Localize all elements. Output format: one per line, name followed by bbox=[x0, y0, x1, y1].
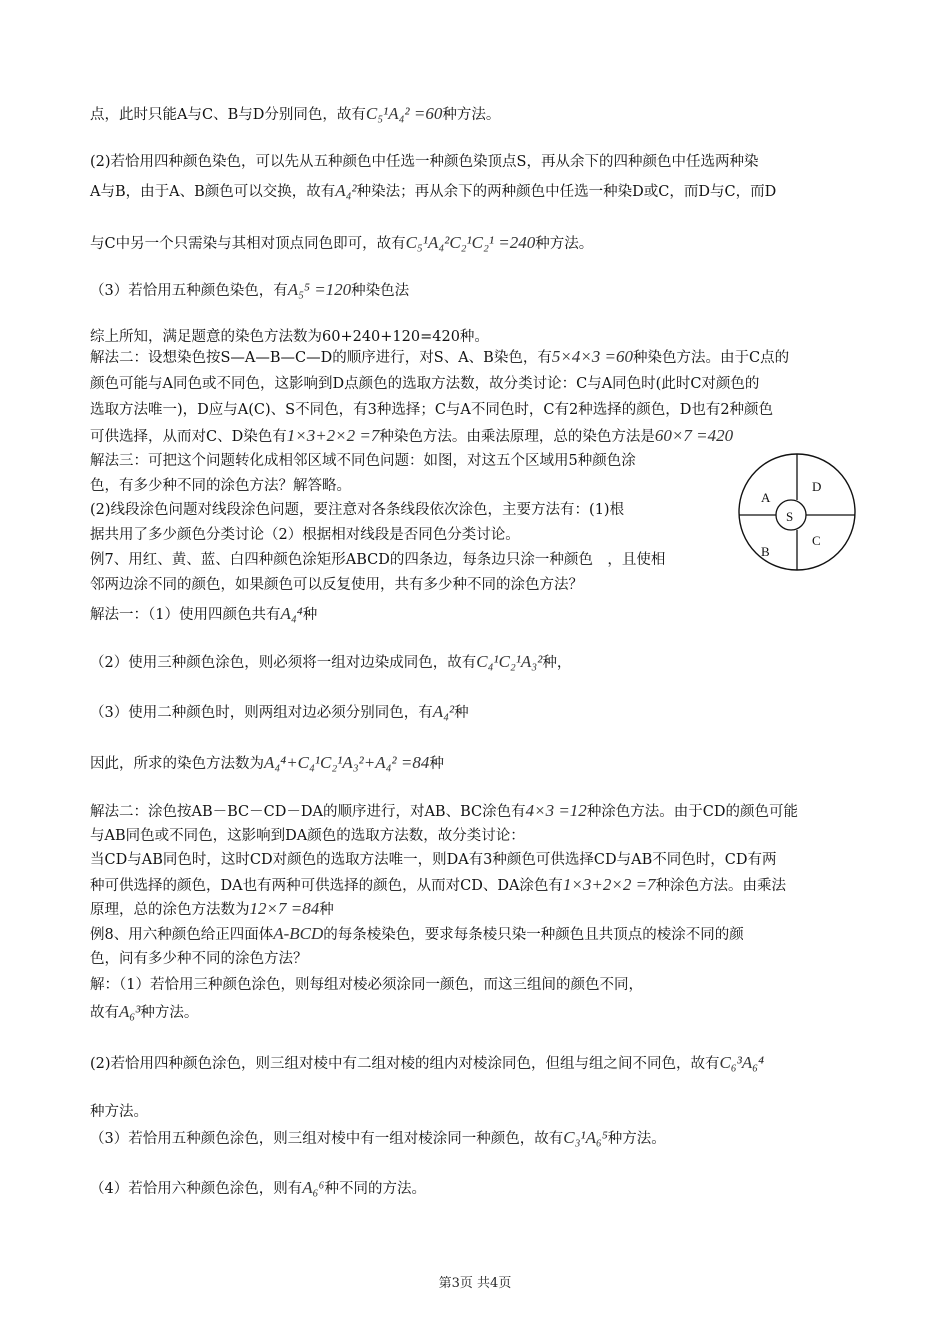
text-line bbox=[90, 850, 776, 870]
line-text: 与AB同色或不同色，这影响到DA颜色的选取方法数，故分类讨论： bbox=[90, 828, 525, 844]
line-text: 例7、用红、黄、蓝、白四种颜色涂矩形ABCD的四条边，每条边只涂一种颜色 ，且使相 bbox=[90, 552, 666, 568]
text-line bbox=[90, 400, 773, 420]
text-line bbox=[90, 104, 500, 125]
text-line bbox=[90, 899, 334, 920]
line-text: 种方法。 bbox=[90, 1104, 148, 1120]
math-expression: C₃¹A₆⁵ bbox=[563, 1128, 608, 1147]
text-line bbox=[90, 280, 409, 301]
line-text: 种染法；再从余下的两种颜色中任选一种染D或C，而D与C，而D bbox=[356, 184, 777, 200]
line-text: 解法二：设想染色按S—A—B—C—D的顺序进行，对S、A、B染色，有 bbox=[90, 350, 552, 366]
text-line bbox=[90, 500, 624, 520]
line-text: 解法一：（1）使用四颜色共有 bbox=[90, 607, 281, 623]
line-text: 解：（1）若恰用三种颜色涂色，则每组对棱必须涂同一颜色，而这三组间的颜色不同， bbox=[90, 977, 643, 993]
math-expression: A₄⁴+C₄¹C₂¹A₃²+A₄² =84 bbox=[264, 753, 430, 772]
math-expression: C₆³A₆⁴ bbox=[719, 1053, 765, 1072]
text-line bbox=[90, 924, 744, 945]
text-line bbox=[90, 826, 525, 846]
line-text: 种染色方法。由乘法原理，总的染色方法是 bbox=[379, 429, 655, 445]
text-line bbox=[90, 604, 317, 625]
text-line bbox=[90, 1178, 426, 1199]
line-text: 种方法。 bbox=[140, 1005, 199, 1021]
math-expression: A-BCD bbox=[273, 924, 324, 943]
text-line bbox=[90, 575, 583, 595]
line-text: 种方法。 bbox=[442, 107, 501, 123]
math-expression: 12×7 =84 bbox=[249, 899, 320, 918]
line-text: 例8、用六种颜色给正四面体 bbox=[90, 927, 274, 943]
line-text: 与C中另一个只需染与其相对顶点同色即可，故有 bbox=[90, 236, 406, 252]
text-line bbox=[90, 753, 444, 774]
line-text: （2）使用三种颜色涂色，则必须将一组对边染成同色，故有 bbox=[90, 655, 477, 671]
region-diagram bbox=[737, 452, 857, 572]
line-text: 可供选择，从而对C、D染色有 bbox=[90, 429, 287, 445]
text-line bbox=[90, 550, 665, 570]
line-text: 解法二：涂色按AB－BC－CD－DA的顺序进行，对AB、BC涂色有 bbox=[90, 804, 526, 820]
text-line bbox=[90, 1102, 148, 1122]
math-expression: C₄¹C₂¹A₃² bbox=[476, 652, 543, 671]
math-expression: A₄² bbox=[335, 181, 357, 200]
text-line bbox=[90, 451, 636, 471]
line-text: 种 bbox=[319, 902, 334, 918]
line-text: 综上所知，满足题意的染色方法数为60+240+120=420种。 bbox=[90, 329, 489, 345]
math-expression: 60×7 =420 bbox=[654, 426, 734, 445]
line-text: 种染色方法。由于C点的 bbox=[633, 350, 790, 366]
math-expression: 1×3+2×2 =7 bbox=[562, 875, 656, 894]
line-text: (2)若恰用四种颜色染色，可以先从五种颜色中任选一种颜色染顶点S，再从余下的四种颜色中任选两种染 bbox=[90, 154, 759, 170]
text-line bbox=[90, 801, 798, 822]
line-text: 种染色法 bbox=[351, 283, 410, 299]
math-expression: 5×4×3 =60 bbox=[551, 347, 634, 366]
line-text: 种可供选择的颜色，DA也有两种可供选择的颜色，从而对CD、DA涂色有 bbox=[90, 878, 563, 894]
line-text: （3）使用二种颜色时，则两组对边必须分别同色，有 bbox=[90, 705, 433, 721]
math-expression: A₅⁵ =120 bbox=[287, 280, 352, 299]
line-text: 种 bbox=[302, 607, 318, 623]
text-line bbox=[90, 374, 759, 394]
math-expression: A₄² bbox=[432, 702, 455, 721]
text-line bbox=[90, 949, 308, 969]
line-text: 颜色可能与A同色或不同色，这影响到D点颜色的选取方法数，故分类讨论：C与A同色时(此时C对颜色的 bbox=[90, 376, 760, 392]
text-line bbox=[90, 702, 469, 723]
text-line bbox=[90, 426, 733, 447]
label-b: B bbox=[761, 544, 770, 559]
line-text: 种 bbox=[454, 705, 469, 721]
line-text: (2)若恰用四种颜色涂色，则三组对棱中有二组对棱的组内对棱涂同色，但组与组之间不同色，故有 bbox=[90, 1056, 720, 1072]
text-line bbox=[90, 347, 789, 368]
text-line bbox=[90, 181, 776, 202]
line-text: 种 bbox=[429, 756, 444, 772]
math-expression: A₄⁴ bbox=[280, 604, 303, 623]
label-d: D bbox=[812, 479, 822, 494]
text-line bbox=[90, 152, 758, 172]
line-text: 色，有多少种不同的涂色方法？解答略。 bbox=[90, 478, 351, 494]
math-expression: C₅¹A₄²C₂¹C₂¹ =240 bbox=[405, 233, 536, 252]
line-text: 原理，总的涂色方法数为 bbox=[90, 902, 250, 918]
line-text: 据共用了多少颜色分类讨论（2）根据相对线段是否同色分类讨论。 bbox=[90, 527, 520, 543]
math-expression: A₆⁶ bbox=[302, 1178, 325, 1197]
line-text: 色，问有多少种不同的涂色方法？ bbox=[90, 951, 308, 967]
line-text: 种， bbox=[542, 655, 572, 671]
text-line bbox=[90, 327, 489, 347]
text-line bbox=[90, 1128, 666, 1149]
line-text: 因此，所求的染色方法数为 bbox=[90, 756, 264, 772]
line-text: （3）若恰用五种颜色染色，有 bbox=[90, 283, 288, 299]
line-text: （3）若恰用五种颜色涂色，则三组对棱中有一组对棱涂同一种颜色，故有 bbox=[90, 1131, 564, 1147]
line-text: 故有 bbox=[90, 1005, 119, 1021]
line-text: 种涂色方法。由于CD的颜色可能 bbox=[586, 804, 799, 820]
label-s: S bbox=[786, 509, 794, 524]
line-text: 邻两边涂不同的颜色，如果颜色可以反复使用，共有多少种不同的涂色方法？ bbox=[90, 577, 583, 593]
line-text: 解法三：可把这个问题转化成相邻区域不同色问题：如图，对这五个区域用5种颜色涂 bbox=[90, 453, 636, 469]
line-text: （4）若恰用六种颜色涂色，则有 bbox=[90, 1181, 303, 1197]
text-line bbox=[90, 525, 520, 545]
line-text: 种方法。 bbox=[607, 1131, 666, 1147]
line-text: 的每条棱染色，要求每条棱只染一种颜色且共顶点的棱涂不同的颜 bbox=[323, 927, 744, 943]
text-line bbox=[90, 975, 643, 995]
math-expression: 1×3+2×2 =7 bbox=[286, 426, 380, 445]
line-text: 点，此时只能A与C、B与D分别同色，故有 bbox=[90, 107, 366, 123]
text-line bbox=[90, 1053, 764, 1074]
label-a: A bbox=[761, 490, 771, 505]
text-line bbox=[90, 875, 786, 896]
label-c: C bbox=[812, 533, 821, 548]
line-text: 种涂色方法。由乘法 bbox=[655, 878, 787, 894]
math-expression: A₆³ bbox=[119, 1002, 141, 1021]
line-text: 种方法。 bbox=[535, 236, 594, 252]
math-expression: 4×3 =12 bbox=[525, 801, 587, 820]
text-line bbox=[90, 476, 351, 496]
text-line bbox=[90, 1002, 198, 1023]
text-line bbox=[90, 233, 593, 254]
line-text: 选取方法唯一)，D应与A(C)、S不同色，有3种选择；C与A不同色时，C有2种选择的颜色，D也有2种颜色 bbox=[90, 402, 774, 418]
line-text: A与B，由于A、B颜色可以交换，故有 bbox=[90, 184, 336, 200]
math-expression: C₅¹A₄² =60 bbox=[365, 104, 443, 123]
line-text: 当CD与AB同色时，这时CD对颜色的选取方法唯一，则DA有3种颜色可供选择CD与AB不同色时，CD有两 bbox=[90, 852, 777, 868]
line-text: (2)线段涂色问题对线段涂色问题，要注意对各条线段依次涂色，主要方法有：(1)根 bbox=[90, 502, 625, 518]
page-footer: 第3页 共4页 bbox=[438, 1276, 512, 1291]
line-text: 种不同的方法。 bbox=[324, 1181, 426, 1197]
text-line bbox=[90, 652, 571, 673]
